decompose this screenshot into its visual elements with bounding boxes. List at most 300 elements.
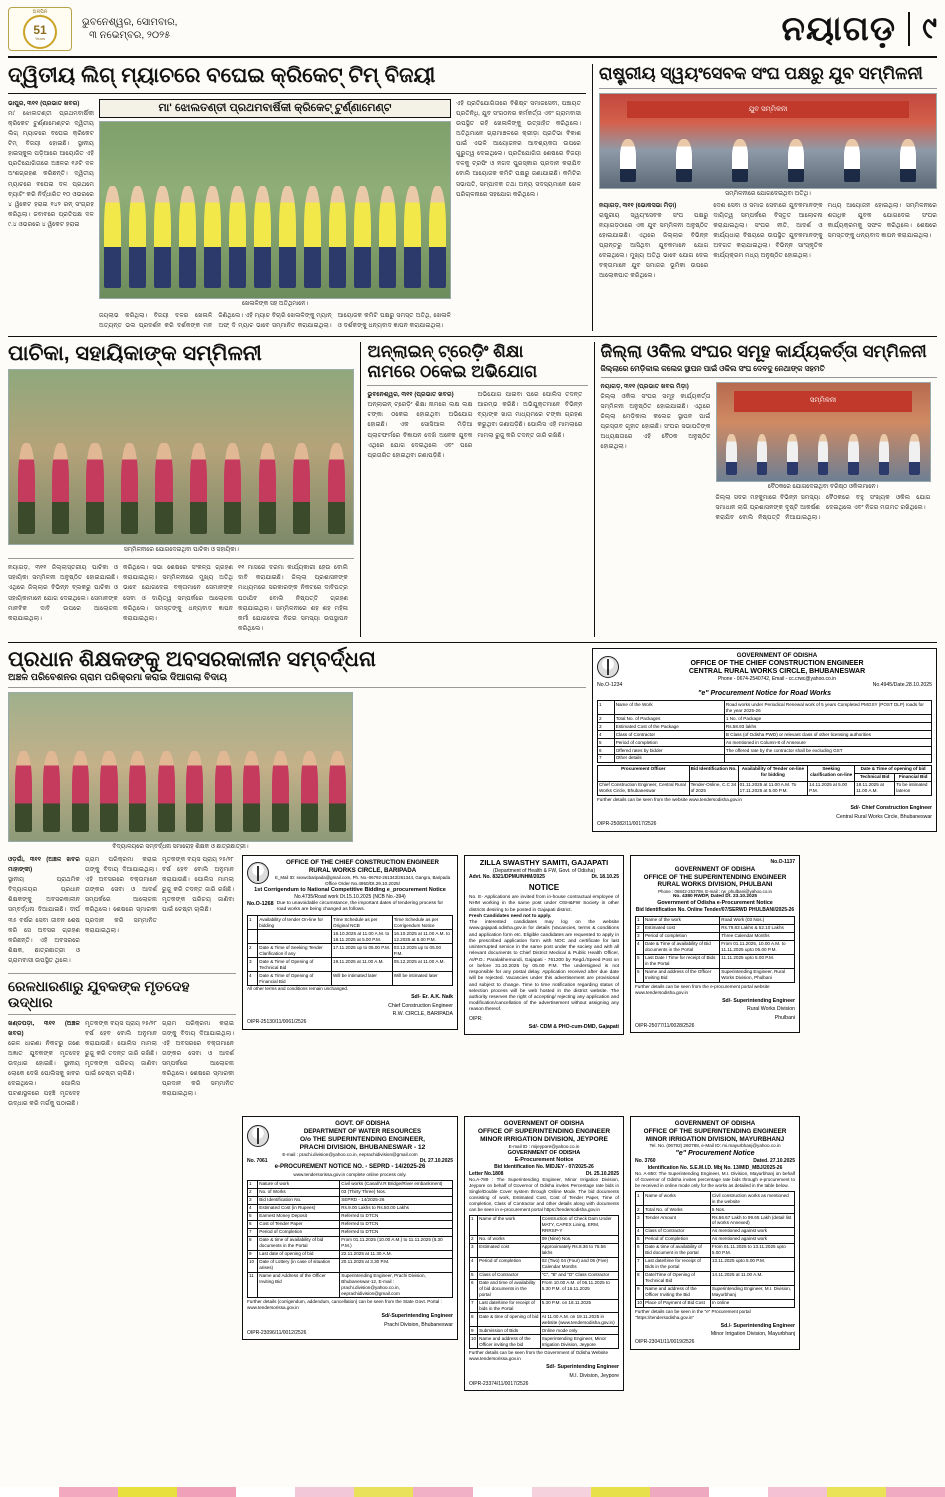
cell: 10 [637,1300,643,1306]
cell: 1 [248,1180,258,1188]
cell: 3 [598,723,615,731]
cell: 5 [598,739,615,747]
logo-top-text: ଅଳ୍ପିନ [32,9,48,15]
cell: 4 [636,1227,644,1235]
lower-left2-col3 [162,1019,234,1112]
cell: Estimated cost [478,1243,541,1257]
cell: 1 [636,1192,644,1206]
cell: 20.11.2025 at 3.30 P.M. [340,1258,453,1272]
cell: 1 [248,916,258,930]
lower-left2-col1 [8,1019,80,1112]
ad-details-table [635,1191,795,1308]
odisha-emblem-icon [247,1125,269,1147]
ad-title: e-PROCUREMENT NOTICE NO. - SEPRD - 14/2025-26 [274,1164,426,1171]
cell: 1 [598,701,615,715]
cell: Submission of Bids [478,1327,541,1335]
cell: Will be intimated later [392,972,452,986]
header-cell: Procurement Officer [598,765,690,781]
cell: From 01.11.2025 (10.00 A.M.) to 11.11.2025 (5.30 P.M.) [340,1236,453,1250]
ad-date: Dated. 27.10.2025 [753,1158,795,1165]
mid-right-col1-text: ଜିଲ୍ଲା ଓକିଲ ସଂଘର ସମୂହ କାର୍ଯ୍ୟକର୍ତ୍ତା ସମ୍ମିଳନୀ ଅନୁଷ୍ଠିତ ହୋଇଯାଇଛି। ଏଥିରେ ଜିଲ୍ଲା ମେଡ଼ିକାଲ କଲେଜ ସ୍ଥାପନ ପାଇଁ ପ୍ରସ୍ତାବ ଗୃହୀତ ହୋଇଛି। ସଂଘର ସଭାପତିଙ୍କ ଅଧ୍ୟକ୍ଷତାରେ ଏହି ବୈଠକ ଅନୁଷ୍ଠିତ ହୋଇଥିଲା। [600,392,711,451]
logo-number: 51 [33,22,47,37]
cell: 4 [248,972,258,986]
cell: Chief Construction Engineer, Central Rural Works Circle, Bhubaneswar [598,781,690,795]
cell: From 01.11.2025 to 13.11.2025 upto 5.00 P.M. [710,1243,794,1257]
mid-left-col1-text: ନୟାଗଡ଼, ୩୧୧ ଜିଲ୍ଲାସ୍ତରୀୟ ପାଚିକା ଓ ସହାୟିକା ସମ୍ମିଳନୀ ଅନୁଷ୍ଠିତ ହୋଇଯାଇଛି। ଏଥିରେ ଜିଲ୍ଲାର ବିଭିନ୍ନ ବ୍ଲକରୁ ପାଚିକା ଓ ସହାୟିକାମାନେ ଯୋଗ ଦେଇଥିଲେ। ସେମାନଙ୍କ ମାନବିକ ଦାବି ଉପରେ ଆଲୋଚନା କରାଯାଇଥିଲା। [8,564,118,622]
cell: Last date/time for receipt of Bids in the portal [644,1257,711,1271]
ad-letter-no: Letter No.1808 [469,1170,504,1177]
cell: "C", "B" and "D" Class Contractor [540,1271,618,1279]
cell: 9 [636,1285,644,1299]
cell: Class of Contractor [644,1227,711,1235]
ad-signature2: Central Rural Works Circle, Bhubaneswar [836,813,932,820]
cell: Total No. of Works [644,1206,711,1214]
cell: 03.12.2025 up to 05.00 P.M. [392,944,452,958]
cell: 02 (Two) 04 (Four) and 05 (Five) Calendar Months [540,1257,618,1271]
ad-signature3: Phulbani [774,1015,795,1022]
mid-right-col2-text: ଜିଲ୍ଲା ସଦର ମହକୁମାରେ ବିଭିନ୍ନ ସମସ୍ୟା ସମାଧାନ ଲାଗି ପ୍ରଶାସନଙ୍କ ଦୃଷ୍ଟି ଆକର୍ଷଣ କରାଯିବ ବୋଲି ନିଷ୍ପତ୍ତି ନିଆଯାଇଥିଲା। ବୈଠକରେ ବହୁ ସଂଖ୍ୟକ ଓକିଲ ଯୋଗ ଦେଇଥିଲେ ଏବଂ ନିଜର ମତାମତ ରଖିଥିଲେ। [715,493,931,521]
mid-center-headline-2: ନାମରେ ଠକେଇ ଅଭିଯୋଗ [367,361,538,381]
ad-gov: GOVERNMENT OF ODISHA [736,651,818,659]
mid-center-col2 [477,390,582,463]
lower-left2-col1-text: ରେଳ ଧାରଣା ନିକଟରୁ ଜଣେ ଅଜ୍ଞାତ ଯୁବକଙ୍କ ମୃତଦେହ ଉଦ୍ଧାର ହୋଇଛି। ସ୍ଥାନୀୟ ଲୋକେ ଦେଖି ପୋଲିସକୁ ଖବର ଦେଇଥିଲେ। ପୋଲିସ ଘଟଣାସ୍ଥଳରେ ପହଞ୍ଚି ମୃତଦେହ ଉଦ୍ଧାର କରି ମର୍ଗକୁ ପଠାଇଛି। [8,1040,80,1108]
mid-right-photo-caption: ବୈଠକରେ ଯୋଗଦେଇଥିବା ବରିଷ୍ଠ ଓକିଲମାନେ। [767,483,879,490]
cell: 16.10.2025 at 11.00 A.M. to 18.11.2025 at 5.00 P.M. [332,930,393,944]
cell: 10 [248,1258,258,1272]
cell: Name and address of the Officer inviting the bid [478,1335,541,1349]
cell: 13.11.2025 upto 5.00 P.M. [710,1257,794,1271]
cell: Date & Time of Opening of Technical Bid [258,958,332,972]
ad-signature: Sd/-Superintending Engineer [381,1313,453,1320]
mid-left-photo-caption: ସମ୍ମିଳନୀରେ ଯୋଗଦେଇଥିବା ପାଚିକା ଓ ସହାୟିକା। [123,547,239,554]
ad-no-left: No. 4380 RWDP, Dated Dt. 23.10.2025 [672,894,758,900]
ad-details-table [247,1180,453,1299]
cell: Approximately Rs.8.36 to 75.56 lakhs [540,1243,618,1257]
cell: 4 [636,940,644,954]
ad-gov: GOVT. OF ODISHA [335,1120,390,1128]
ad-signature: Sd/- Superintending Engineer [546,1364,619,1371]
ad-signature: Sd/- CDM & PHO-cum-DMD, Gajapati [528,1024,619,1031]
cell: 3 [470,1243,478,1257]
cell: Date & Time of Seeking Tender Clarification if any [258,944,332,958]
cell: 4 [470,1257,478,1271]
photo-people [9,443,353,533]
cell: Road Work (03 Nos.) [720,916,795,924]
registration-color-bar [0,1487,945,1497]
cell: As mentioned against work [710,1235,794,1243]
ad-office2: CENTRAL RURAL WORKS CIRCLE, BHUBANESWAR [688,667,866,675]
dateline-line1: ଭୁବନେଶ୍ୱର, ସୋମବାର, [82,16,178,28]
cell: 17.11.2025 up to 05.00 P.M. [332,944,393,958]
ad-intro: No. A-850: The Superintending Engineer, M.I. Division, Mayurbhanj on behalf of Governor of Odisha invites percentage rate bids through e-procurement to be received in online mode only for the works as detailed in the table below. [635,1171,795,1189]
photo-people [100,186,450,288]
cell: 1 No. of Package [724,715,931,723]
ad-oipr: OIPR-25077/11/0028/2526 [635,1022,695,1029]
ad-oipr: OIPR-23374/11/0017/2526 [469,1380,529,1387]
ad-no-ncb: No.4735/Road work Dt.15.10.2025 (NCB No.-394) [294,894,406,901]
cell: Estimated Cost of the Package [614,723,724,731]
cell: 7 [636,1257,644,1271]
cell: Online mode only [540,1327,618,1335]
cell: Other details [614,754,724,762]
cell [258,930,332,944]
ad-title: 1st Corrigendum to National Competitive Bidding e_procurement Notice [254,887,446,894]
ad-minor-irrigation-mayurbhanj [630,1116,800,1349]
masthead [8,6,937,58]
ad-no-left: No.O-1268 [247,900,274,907]
ad-office: DEPARTMENT OF WATER RESOURCES [303,1128,422,1136]
cell: The offered rate by the contractor shall be excluding GST [724,747,931,755]
ad-bid-id: Bid Identification No. Online Tender/07/SERWD PHULBANI/2025-26 [635,907,795,914]
ad-title: ZILLA SWASTHY SAMITI, GAJAPATI [479,858,609,868]
dateline-line2: ୩ ନଭେମ୍ବର, ୨୦୨୫ [89,30,171,41]
cell: 3 [248,958,258,972]
header-cell: Bid Identification No. [689,765,738,781]
cell: 03 (Thirty Three) Nos. [340,1188,453,1196]
dateline [82,16,177,43]
ad-portal: www.tendersorissa.gov.in complete online process only. [293,1171,407,1177]
right-top-col2-text: ଦେଶ ସେବା ଓ ସମାଜ ସେବାରେ ଯୁବକମାନଙ୍କ ଦାୟିତ୍ୱ ସମ୍ପର୍କରେ ବିସ୍ତୃତ ଆଲୋଚନା କରାଯାଇଥିଲା। ସଂଘର ନୀତି, ଆଦର୍ଶ ଓ କାର୍ଯ୍ୟଧାରା ବିଷୟରେ ଉପସ୍ଥିତ ଯୁବକମାନଙ୍କୁ ଅବଗତ କରାଯାଇଥିଲା। ବିଭିନ୍ନ ସାଂସ୍କୃତିକ କାର୍ଯ୍ୟକ୍ରମ ମଧ୍ୟ ଅନୁଷ୍ଠିତ ହୋଇଥିଲା। [713,201,823,259]
cell: 22.11.2025 at 11.30 A.M. [340,1250,453,1258]
lower-left-col3 [162,855,234,969]
cell: Period of completion [643,932,719,940]
right-top-place: ନୟାଗଡ଼, ୩୧୧ (ଭୋକସଭା ମିଡ଼ା) [599,201,677,209]
paper-name: ନୟାଗଡ଼ [781,9,897,48]
cell: 4 [598,731,615,739]
right-top-photo [599,93,937,189]
cell: Class of Contractor [478,1271,541,1279]
cell: 5 [470,1271,478,1279]
ad-rwc-baripada [242,855,458,1029]
cell: Name and address of the Officer Inviting Bid [643,968,719,982]
cell: At 11.00 A.M. on 19.11.2025 in website (www.tendersodisha.gov.in) [540,1313,618,1327]
lower-left2-col2-text: ମୃତକଙ୍କ ବୟସ ପ୍ରାୟ ୨୫/୨୮ ବର୍ଷ ହେବ ବୋଲି ଅନୁମାନ କରାଯାଉଛି। ପୋଲିସ ମାମଲା ରୁଜୁ କରି ତଦନ୍ତ ଜାରି ରଖିଛି। ମୃତକଙ୍କ ପରିଚୟ ଜାଣିବା ପାଇଁ ଚେଷ୍ଟା ଚାଲିଛି। [162,856,234,914]
ad-signature: Sd/- Er. A.K. Naik [411,993,453,1000]
lower-left-col2 [85,855,157,969]
mid-left-headline: ପାଚିକା, ସହାୟିକାଙ୍କ ସମ୍ମିଳନୀ [8,342,262,366]
mid-right-place: ନୟାଗଡ଼, ୩୧୧ (ପ୍ରଭାତ ଖବର ମିଡ଼ା) [600,382,689,390]
right-top-headline: ରାଷ୍ଟ୍ରୀୟ ସ୍ୱୟଂସେବକ ସଂଘ ପକ୍ଷରୁ ଯୁବ ସମ୍ମିଳନୀ [599,64,923,83]
cell: Estimated Cost (in Rupees) [258,1204,340,1212]
cell: Date of Lottery (in case of situation arises) [258,1258,340,1272]
ad-no-left: No. 7061 [247,1157,268,1164]
lower-left-subhead: ଅଞ୍ଚଳ ପରିବେଶନର ଗ୍ରାମ ପରିକ୍ରମା କରାଇ ଦିଆଗଲା ବିଦାୟ [8,671,227,683]
cell: Will be intimated later [332,972,393,986]
mid-center-place: ଭୁବନେଶ୍ୱର, ୩୧୧ (ପ୍ରଭାତ ଖବର) [367,391,454,399]
ad-date: Dt. 27.10.2025 [419,1157,453,1164]
odisha-emblem-icon [597,656,619,678]
header-cell: Financial Bid [895,773,932,781]
ad-office: OFFICE OF THE CHIEF CONSTRUCTION ENGINEER [286,859,439,867]
cell: Rs.79.83 Lakhs & 52.10 Lakhs [720,924,795,932]
cell: Cost of Tender Paper [258,1220,340,1228]
ad-oipr: OIPR-25130/11/0061/2526 [247,1019,307,1026]
cell: 5 [248,1212,258,1220]
cell: 3 [636,932,644,940]
cell: 05.12.2025 at 11.00 A.M. [392,958,452,972]
cell: Class of Contractor [614,731,724,739]
cell: 6 [470,1279,478,1299]
ad-subtitle: (Department of Health & FW, Govt. of Odisha) [493,867,595,874]
cell: 3 [636,1214,644,1228]
cell: 2 [470,1235,478,1243]
cell: Rs.58.93 lakhs [724,723,931,731]
ad-office2: MINOR IRRIGATION DIVISION, MAYURBHANJ [645,1135,785,1143]
cell: Bid Identification No. [258,1196,340,1204]
cell: Time Schedule as per Corrigendum Notice [392,916,452,930]
cell: 7 [248,1228,258,1236]
ad-details-table [597,700,932,763]
cell: No. of works [478,1235,541,1243]
ad-signature: Sd/- Superintending Engineer [722,997,795,1004]
cell: Date & time of opening of bid [478,1313,541,1327]
ad-signature2: Rural Works Division [746,1006,795,1013]
ad-office3: PRACHI DIVISION, BHUBANESWAR - 12 [299,1144,426,1152]
lead-place: ଭାପୁର, ୩୧୧ (ପ୍ରଭାତ ଖବର) [8,100,80,108]
cell: 6 [248,1220,258,1228]
lead-photo-caption: ଖେଳାଳିଙ୍କ ସହ ଅତିଥିମାନେ। [241,301,309,308]
mid-right-photo [716,382,931,482]
cell: Date and time of availability of bid documents in the portal [478,1279,541,1299]
cell: Superintending Engineer, M.I. Division, Mayurbhanj [710,1285,794,1299]
cell: Last date/time for receipt of bids in the Portal [478,1299,541,1313]
ad-footnote: Further details can be seen from the e-procurement portal website www.tendersodisha.gov.in [635,983,770,995]
right-top-col1-text: ରାଷ୍ଟ୍ରୀୟ ସ୍ୱୟଂସେବକ ସଂଘ ପକ୍ଷରୁ ନୟାଗଡ଼ଠାରେ ଏକ ଯୁବ ସମ୍ମିଳନୀ ଅନୁଷ୍ଠିତ ହୋଇଯାଇଛି। ଏଥିରେ ଜିଲ୍ଲାର ବିଭିନ୍ନ ପ୍ରାନ୍ତରୁ ଆସିଥିବା ଯୁବକମାନେ ଯୋଗ ଦେଇଥିଲେ। ମୁଖ୍ୟ ଅତିଥି ଭାବେ ଯୋଗ ଦେଇ ବକ୍ତାମାନେ ଯୁବ ସମାଜର ଭୂମିକା ଉପରେ ଆଲୋକପାତ କରିଥିଲେ। [599,211,709,279]
ad-body2: Fresh Candidates need not to apply. [469,913,552,919]
mid-center-col1 [367,390,472,463]
cell: 4 [248,1204,258,1212]
ad-body1: No. E- Applications are invited from in-house contractual employee of NHM working in the same post under OSH&FW Society in other districts desiring to be posted in Gajapati district. [469,895,619,913]
cell: In online [710,1299,794,1307]
ad-date: Dt. 18.10.25 [591,874,619,881]
ad-no-left: No.O-1234 [597,682,623,689]
cell: Last date of opening of bid [258,1250,340,1258]
mid-center-headline-1: ଅନ୍‌ଲାଇନ୍ ଟ୍ରେଡ଼ିଂ ଶିକ୍ଷା [367,342,524,362]
cell: Name of the work [478,1215,541,1235]
cell: SEPRD - 14/2025-26 [340,1196,453,1204]
cell: Availability of tender On-line for bidding [258,916,332,930]
cell: Referred to DTCN [340,1228,453,1236]
cell: 2 [248,944,258,958]
lower-left-photo-caption: ବିଦ୍ୟାଳୟରେ ସମ୍ବର୍ଦ୍ଧନା ସମାରୋହ ଶିକ୍ଷକ ଓ ଛାତ୍ରଛାତ୍ରୀ। [112,844,249,851]
cell: Superintending Engineer, Rural Works Division, Phulbani [720,968,795,982]
mid-left-col1 [8,563,118,636]
cell: Date & time of availability of Bid document in the portal [644,1243,711,1257]
cell: Name and address of the Officer Inviting the Bid [644,1285,711,1299]
ad-signature: Sd./- Superintending Engineer [720,1322,795,1329]
cell: 1 [470,1215,478,1235]
cell: As mentioned in Column-8 of Annexure [724,739,931,747]
lower-left2-col2 [85,1019,157,1112]
ad-no-left: No. 3760 [635,1158,656,1165]
right-top-col2 [713,201,822,284]
header-cell: Technical Bid [855,773,895,781]
ad-footnote: Further details can be seen from the Government of Odisha Website www.tendersorissa.gov.in [469,1350,609,1362]
cell: Nature of work [258,1180,340,1188]
logo-circle [23,15,57,49]
ad-subtitle: E-Procurement Notice [514,1156,574,1163]
ad-office: OFFICE OF THE SUPERINTENDING ENGINEER [643,873,787,881]
lower-left-col1 [8,855,80,969]
photo-banner: ଯୁବ ସମ୍ମିଳନୀ [627,101,909,118]
ad-details-table [469,1215,619,1349]
cell: B Class (of Odisha PWD) or relevant class of other licensing authorities [724,731,931,739]
header-cell: Date & Time of opening of bid [855,765,932,773]
cell: 19.11.2025 at 11.00 A.M. [332,958,393,972]
cell: Rs.56.67 Lakh to 99.65 Lakh (detail list of works Annexed) [710,1214,794,1228]
mid-left-col2 [123,563,233,636]
mid-left-col3 [238,563,348,636]
cell: 6 [598,747,615,755]
ad-office2: MINOR IRRIGATION DIVISION, JEYPORE [480,1136,608,1143]
cell: 3 [248,1196,258,1204]
cell: 5 [636,954,644,968]
logo-years-label: Years [34,35,46,41]
ad-oipr: OIPR-25082/11/0017/2526 [597,821,657,828]
cell: 1 [636,916,644,924]
ad-no-right: No.4945/Date.28.10.2025 [872,682,932,689]
cell: Referred to DTCN [340,1212,453,1220]
ad-intro: No.A-789 : The Superintending Engineer, Minor Irrigation Division, Jeypore on behalf of Governor of Odisha invites Percentage rate bids in Single/Double Cover system through Online Mode. The bid documents consisting of work, Estimated Cost, Cost of Tender Paper, Time of completion, Class of Contractor and other details along with documents can be seen in e-procurement portal https://tendersodisha.gov.in [469,1177,619,1212]
ad-contact: Phone - 0674-2540742, Email - cc.crwc@yahoo.co.in [717,675,837,682]
cell: 5.30 P.M. on 18.11.2025 [540,1299,618,1313]
anniversary-logo [8,7,72,51]
odisha-emblem-icon [247,862,269,884]
cell: 6 [636,1243,644,1257]
ad-advt-no: Advt. No. 8321/DPMU/NHM/2025 [469,874,545,881]
cell: Time Schedule as per Original NCB [332,916,393,930]
ad-contact: Tel. No. (06792) 260788, e-Mail ID: mi.mayurbhanj@yahoo.co.in [649,1143,781,1149]
cell: Tender-Online, C.C 34 of 2025 [690,782,737,794]
cell: 9 [470,1327,478,1335]
lower-left-photo [8,692,353,842]
cell [724,754,931,762]
cell: 9 [248,1250,258,1258]
ad-signature2: Minor Irrigation Division, Mayurbhanj [710,1331,795,1338]
cell: Period of completion [614,739,724,747]
cell: Name and Address of the Officer Inviting Bid [258,1272,340,1298]
cell: 7 [598,754,615,762]
lower-left-place: ଓଡ଼ଗାଁ, ୩୧୧ (ଅଞ୍ଚଳ ଖବର ମାହାଙ୍କୀ) [8,856,80,874]
cell: Name of the Work [614,701,724,715]
cell [248,930,258,944]
mid-left-col3-text: ୧୧ ମାସରେ ଦରମା କାର୍ଯ୍ୟକାରୀ ହେଉ ବୋଲି ଦାବି କରାଯାଇଛି। ଜିଲ୍ଲା ପ୍ରଶାସନଙ୍କ ମାଧ୍ୟମରେ ସରକାରଙ୍କ ନିକଟରେ ଦାବିପତ୍ର ପଠାଯିବ ବୋଲି ନିଷ୍ପତ୍ତି ଗ୍ରହଣ କରାଯାଇଥିଲା। ସମ୍ମିଳନୀରେ ଶହ ଶହ ମହିଳା କର୍ମୀ ଯୋଗଦେଇ ନିଜର ସମସ୍ୟା ଉପସ୍ଥାପନ କରିଥିଲେ। [238,564,348,632]
cell: 2 [598,715,615,723]
cell: Period of Completion [258,1228,340,1236]
ad-bid-id: Identification No. S.E.M.I.D. Mbj No. 13/MID_MBJ/2025-26 [647,1164,783,1171]
cell: 11.11.2025 upto 5.00 P.M. [720,954,795,968]
lower-left-headline: ପ୍ରଧାନ ଶିକ୍ଷକଙ୍କୁ ଅବସରକାଳୀନ ସମ୍ବର୍ଦ୍ଧନା [8,647,376,671]
lead-banner: ମା' ଝୋଲତଣ୍ତୀ ପ୍ରଥମବାର୍ଷିକୀ କ୍ରିକେଟ୍ ଟୁର୍ଣ୍ଣାମେଣ୍ଟ [99,99,451,118]
ad-email: E-mail ID : mijeypore@yahoo.co.in [508,1143,580,1149]
ad-title: Government of Odisha e-Procurement Notice [657,900,773,907]
cell: Earnest Money Deposit [258,1212,340,1220]
mid-left-col2-text: କରିଥିଲେ। ସଭା ଶେଷରେ ସଂକଳ୍ପ ଗ୍ରହଣ କରାଯାଇଥିଲା। ସମ୍ମିଳନୀରେ ମୁଖ୍ୟ ଅତିଥି ଭାବେ ଯୋଗଦେଇ ବକ୍ତାମାନେ ସେମାନଙ୍କ ସେବା ଓ ଦାୟିତ୍ୱ ସମ୍ପର୍କରେ ଆଲୋଚନା କରିଥିଲେ। ସମସ୍ତଙ୍କୁ ଧନ୍ୟବାଦ ଜ୍ଞାପନ କରାଯାଇଥିଲା। [123,564,233,622]
cell: 2 [636,924,644,932]
cell: Civil works (Canal/V.R Bridge/River embankment) [340,1180,453,1188]
ad-footnote: Further details (corrigendum, addendum, cancellation) can be seen from the State Govt. Portal : www.tendersorissa.gov.in [247,1299,442,1311]
cell: Superintending Engineer, Prachi Division, Bhubaneswar-12, E-mail : prachi.division@yahoo.co.in, eeprachidivision@gmail.com [340,1272,453,1298]
right-top-photo-caption: ସମ୍ମିଳନୀରେ ଯୋଗଦେଇଥିବା ଅତିଥି। [725,190,811,197]
cell: No. of Works [258,1188,340,1196]
photo-people [717,434,930,475]
cell: 2 [248,1188,258,1196]
mid-center-col1-text: ଅନ୍‌ଲାଇନ୍ ଟ୍ରେଡ଼ିଂ ଶିକ୍ଷା ନାମରେ ଲକ୍ଷ ଲକ୍ଷ ଟଙ୍କା ଠକେଇ ହୋଇଥିବା ଅଭିଯୋଗ ହୋଇଛି। ଏକ ସୋସିଆଲ ମିଡ଼ିଆ ପ୍ଲାଟଫର୍ମରେ ବିଜ୍ଞାପନ ଦେଖି ଅନେକ ଯୁବକ ଏଥିରେ ଯୋଗ ଦେଇଥିଲେ ଏବଂ ପରେ ପ୍ରତାରିତ ହୋଇଥିବା ଜଣାପଡ଼ିଛି। [367,401,473,459]
ad-contact: Phone : 06842-253708, E-mail : rw_phulbani@yahoo.co.in [658,888,772,894]
ad-minor-irrigation-jeypore [464,1116,624,1391]
cell: Date & Time of Opening of Financial Bid [258,972,332,986]
ad-office2: O/o THE SUPERINTENDING ENGINEER, [300,1136,425,1144]
lead-headline: ଦ୍ୱିତୀୟ ଲିଗ୍ ମ୍ୟାଚରେ ବଘେଇ କ୍ରିକେଟ୍ ଟିମ୍ ବିଜୟୀ [8,64,436,87]
ad-office2: RURAL WORKS DIVISION, PHULBANI [657,881,773,889]
ad-corrigendum-table [247,915,453,986]
mid-center-col2-text: ଅଭିଯୋଗ ପାଇବା ପରେ ପୋଲିସ ତଦନ୍ତ ଆରମ୍ଭ କରିଛି। ଅଭିଯୁକ୍ତମାନେ ବିଭିନ୍ନ ବ୍ୟାଙ୍କ ଖାତା ମାଧ୍ୟମରେ ଟଙ୍କା ଗ୍ରହଣ କରୁଥିବା ଜଣାପଡ଼ିଛି। ପୋଲିସ ଏହି ମାମଲାରେ ମାମଲା ରୁଜୁ କରି ତଦନ୍ତ ଜାରି ରଖିଛି। [477,391,583,439]
ad-water-resources-prachi [242,1116,458,1340]
cell: Construction of Check Dam Under MATY, CAPEX Lining, ERM, RRRSP-Y [540,1215,618,1235]
ad-gov: GOVERNMENT OF ODISHA [674,1120,756,1128]
cell: Period of completion [478,1257,541,1271]
ad-no-right: No.O-1137 [770,859,795,866]
cell: 8 [248,1236,258,1250]
ad-zilla-swasthya-gajapati [464,855,624,1035]
mid-right-subhead: ଜିଲ୍ଲାରେ ମେଡ଼ିକାଲ କଲେଜ ସ୍ଥାପନ ପାଇଁ ଓକିଲ ସଂଘ ଦେବଦୁ ନେଥାଙ୍କ ସହମତି [600,363,825,373]
ad-oipr: OIPR-23041/11/0019/2526 [635,1339,695,1346]
ad-footnote: All other terms and conditions remain unchanged. [247,985,349,991]
cell: From 10.00 A.M. of 06.11.2025 to 5.30 P.M. of 16.11.2025 [540,1279,618,1299]
cell: Offered rates by bidder [614,747,724,755]
ad-bid-id: Bid Identification No. MIDJEY - 07/2025-26 [494,1164,594,1171]
ad-signature2: Prachi Division, Bhubaneswar [384,1322,453,1329]
lead-col2-text: ଜୟଲାଭ କରିଥିଲା। ବିଜୟୀ ଦଳର ଖେଳାଳି ଅତ୍ୟନ୍ତ ଭଲ ପ୍ରଦର୍ଶନ କରି ଦର୍ଶକଙ୍କ ମନ ଜିଣିଥିଲେ। ଏହି ମ୍ୟାଚ ବିଚାରି ଖେଳାଳିଙ୍କୁ ମ୍ୟାନ୍ ଅଫ୍ ଦି ମ୍ୟାଚ ଭାବେ ସମ୍ମାନିତ କରାଯାଇଥିଲା। ଆୟୋଜକ କମିଟି ପକ୍ଷରୁ ସମସ୍ତ ଅତିଥି, ଖେଳାଳି ଓ ଦର୍ଶକଙ୍କୁ ଧନ୍ୟବାଦ ଜ୍ଞାପନ କରାଯାଇଥିଲା। [99,312,451,330]
right-top-col1 [599,201,708,284]
cell: 14.11.2025 at 5.00 P.M. [808,781,855,795]
cell: 01.11.2025 at 11.00 A.M. To 17.11.2025 at 5.00 P.M. [738,781,808,795]
ad-office: OFFICE OF THE SUPERINTENDING ENGINEER [643,1128,787,1136]
ad-notice-title: NOTICE [528,882,560,892]
photo-people [600,139,936,182]
ad-schedule-table [597,765,932,796]
cell: Rs.9.00 Lakhs to Rs.50.00 Lakhs [340,1204,453,1212]
header-cell: Seeking clarification on-line [808,765,855,781]
cell: Referred to DTCN [340,1220,453,1228]
ad-office: OFFICE OF THE CHIEF CONSTRUCTION ENGINEER [690,659,864,667]
cell: 18.11.2025 at 11.00 A.M. [855,781,895,795]
ad-details-table [635,916,795,983]
cell: Three Calendar Months [720,932,795,940]
ad-oipr: OIPR: [469,1015,483,1022]
mid-left-photo [8,369,354,545]
lower-left-col1-text: ସ୍ଥାନୀୟ ପ୍ରାଥମିକ ବିଦ୍ୟାଳୟର ପ୍ରଧାନ ଶିକ୍ଷକଙ୍କୁ ଅବସରକାଳୀନ ସମ୍ବର୍ଦ୍ଧନା ଦିଆଯାଇଛି। ଦୀର୍ଘ ୩୫ ବର୍ଷର ସେବା ଜୀବନ ଶେଷ କରି ସେ ଅବସର ଗ୍ରହଣ କରିଛନ୍ତି। ଏହି ଅବସରରେ ଶିକ୍ଷକ, ଛାତ୍ରଛାତ୍ରୀ ଓ ଗ୍ରାମବାସୀ ଉପସ୍ଥିତ ଥିଲେ। [8,876,80,964]
cell: Tender Amount [644,1214,711,1228]
cell: Period of Completion [644,1235,711,1243]
cell: Last Date / Time for receipt of Bids in the Portal [643,954,719,968]
cell: 09 (Nine) Nos. [540,1235,618,1243]
cell: 16.10.2025 at 11.00 A.M. to 12.2025 at 5.00 P.M. [392,930,452,944]
ad-eproc-title: "e" Procurement Notice [675,1150,755,1158]
right-top-col3 [828,201,937,284]
ad-office2: RURAL WORKS CIRCLE, BARIPADA [308,867,417,875]
ad-intro: Due to unavoidable circumstance, the important dates of tendering process for road works are being changed as follows. [276,900,444,913]
cell: Superintending Engineer, Minor Irrigation Division, Jeypore [540,1335,618,1349]
ad-title: GOVERNMENT OF ODISHA [507,1149,581,1156]
ad-signature: Sd/- Chief Construction Engineer [850,804,932,811]
photo-people [9,751,352,832]
ad-office: OFFICE OF SUPERINTENDING ENGINEER [477,1128,611,1136]
cell: Road works under Periodical Renewal work of 5 years Completed PMGSY (POST DLP) roads for the year 2025-26 [724,701,931,715]
cell: 8 [636,1271,644,1285]
right-top-col3-text: ମଧ୍ୟ ଆୟୋଜନ ହୋଇଥିଲା। ସମ୍ମିଳନୀରେ ଶତାଧିକ ଯୁବକ ଯୋଗଦେଇ ସଂଘର କାର୍ଯ୍ୟକ୍ରମକୁ ସଫଳ କରିଥିଲେ। ଶେଷରେ ସମସ୍ତଙ୍କୁ ଧନ୍ୟବାଦ ଜ୍ଞାପନ କରାଯାଇଥିଲା। [827,201,937,239]
cell: Name of the work [643,916,719,924]
